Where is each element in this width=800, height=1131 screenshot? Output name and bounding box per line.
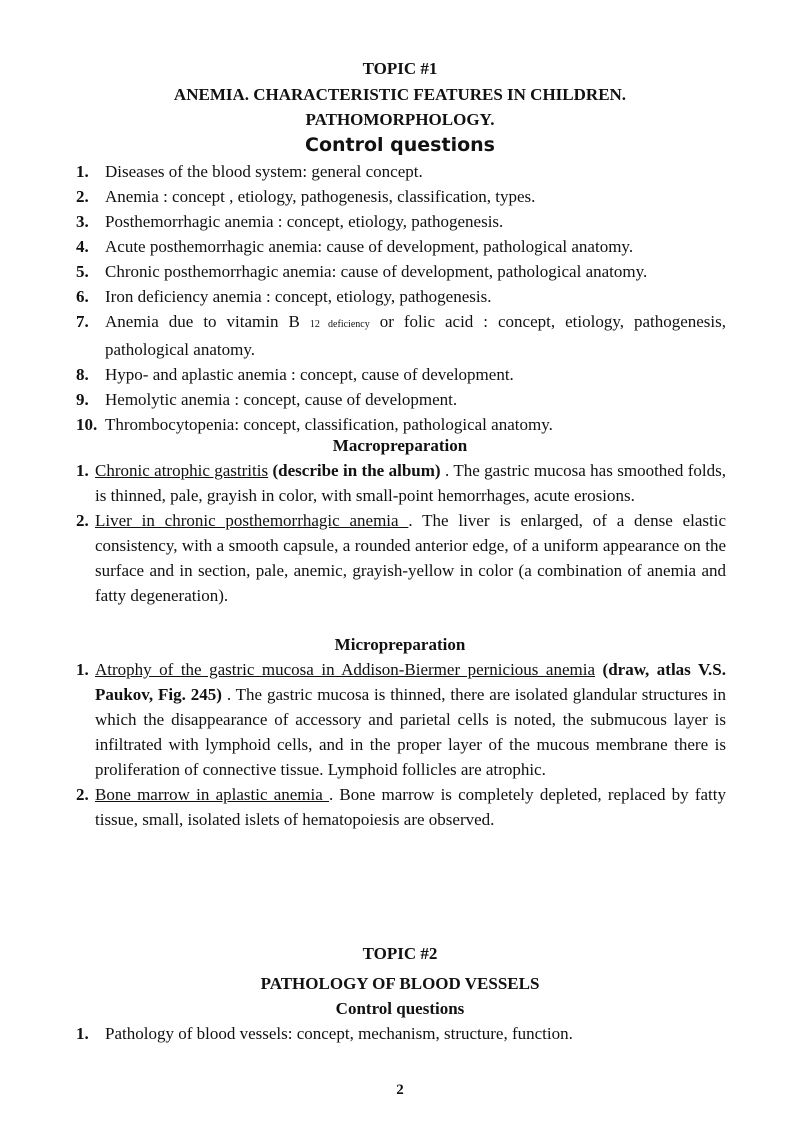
micropreparation-heading: Micropreparation: [334, 635, 466, 654]
item-number: 2.: [76, 785, 89, 804]
list-item: [76, 234, 726, 259]
item-text: Diseases of the blood system: general concept.: [105, 162, 423, 181]
item-number: 1.: [76, 1024, 89, 1043]
item-text: Thrombocytopenia: concept, classification, pathological anatomy.: [105, 415, 553, 434]
topic2-heading: TOPIC #2: [362, 944, 438, 963]
topic1-heading: TOPIC #1: [362, 59, 438, 78]
item-text: Hemolytic anemia : concept, cause of development.: [105, 390, 458, 409]
topic1-title-line1: ANEMIA. CHARACTERISTIC FEATURES IN CHILDREN.: [173, 85, 627, 104]
list-item: [76, 1021, 726, 1046]
preparation-description: . The gastric mucosa has smoothed folds, is thinned, pale, grayish in color, with small-point hemorrhages, acute erosions.: [95, 461, 726, 505]
macropreparation-heading: Macropreparation: [332, 436, 468, 455]
item-text: Hypo- and aplastic anemia : concept, cause of development.: [105, 365, 514, 384]
list-item: [76, 508, 726, 608]
item-number: 2.: [76, 511, 89, 530]
topic2-question-list: [76, 1021, 726, 1046]
item-text: Posthemorrhagic anemia : concept, etiology, pathogenesis.: [105, 212, 504, 231]
list-item: [76, 209, 726, 234]
list-item: [76, 184, 726, 209]
list-item: [76, 159, 726, 184]
item-text: Chronic posthemorrhagic anemia: cause of development, pathological anatomy.: [105, 262, 648, 281]
item-text: Iron deficiency anemia : concept, etiology, pathogenesis.: [105, 287, 492, 306]
topic1-control-questions-heading: Control questions: [305, 134, 495, 156]
list-item: [76, 657, 726, 782]
list-item: [76, 259, 726, 284]
list-item: [76, 284, 726, 309]
list-item: [76, 458, 726, 508]
item-text-part: or folic acid : concept, etiology, pathogenesis, pathological anatomy.: [105, 312, 727, 359]
preparation-description: . Bone marrow is completely depleted, replaced by fatty tissue, small, isolated islets of hematopoiesis are observed.: [95, 785, 727, 829]
macropreparation-list: [76, 458, 726, 608]
item-number: 5.: [76, 262, 89, 281]
topic2-title: PATHOLOGY OF BLOOD VESSELS: [260, 974, 540, 993]
item-number: 7.: [76, 312, 89, 331]
topic2-control-questions-heading: Control questions: [335, 999, 465, 1018]
item-number: 1.: [76, 461, 89, 480]
list-item: [76, 309, 726, 362]
item-number: 2.: [76, 187, 89, 206]
preparation-name: Liver in chronic posthemorrhagic anemia: [95, 511, 409, 530]
preparation-name: Chronic atrophic gastritis: [95, 461, 269, 480]
item-number: 4.: [76, 237, 89, 256]
item-text: Pathology of blood vessels: concept, mechanism, structure, function.: [105, 1024, 573, 1043]
item-number: 8.: [76, 365, 89, 384]
item-number: 1.: [76, 162, 89, 181]
item-number: 10.: [76, 415, 98, 434]
list-item: [76, 782, 726, 832]
item-number: 6.: [76, 287, 89, 306]
topic1-title-line2: PATHOMORPHOLOGY.: [305, 110, 495, 129]
item-text-part: Anemia due to vitamin B: [105, 312, 310, 331]
item-number: 1.: [76, 660, 89, 679]
topic1-question-list: [76, 159, 726, 437]
preparation-description: . The liver is enlarged, of a dense elastic consistency, with a smooth capsule, a rounded anterior edge, of a uniform appearance on the surface and in section, pale, anemic, grayish-yellow in color (a combination of anemia and fatty degeneration).: [95, 511, 726, 605]
item-text: Anemia : concept , etiology, pathogenesis, classification, types.: [105, 187, 536, 206]
preparation-note: (describe in the album): [272, 461, 441, 480]
list-item: [76, 362, 726, 387]
preparation-description: . The gastric mucosa is thinned, there are isolated glandular structures in which the disappearance of accessory and parietal cells is noted, the submucous layer is infiltrated with lymphoid cells, and in the proper layer of the mucous membrane there is proliferation of connective tissue. Lymphoid follicles are atrophic.: [95, 685, 727, 779]
item-number: 3.: [76, 212, 89, 231]
topic1-title: [0, 82, 800, 132]
preparation-name: Atrophy of the gastric mucosa in Addison-Biermer pernicious anemia: [95, 660, 596, 679]
preparation-note: (draw, atlas V.S. Paukov, Fig. 245): [95, 660, 727, 704]
page-number: 2: [396, 1082, 404, 1098]
micropreparation-list: [76, 657, 726, 832]
preparation-name: Bone marrow in aplastic anemia: [95, 785, 329, 804]
item-number: 9.: [76, 390, 89, 409]
subscript-text: 12 deficiency: [309, 319, 370, 330]
list-item: [76, 387, 726, 412]
item-text: Acute posthemorrhagic anemia: cause of development, pathological anatomy.: [105, 237, 634, 256]
